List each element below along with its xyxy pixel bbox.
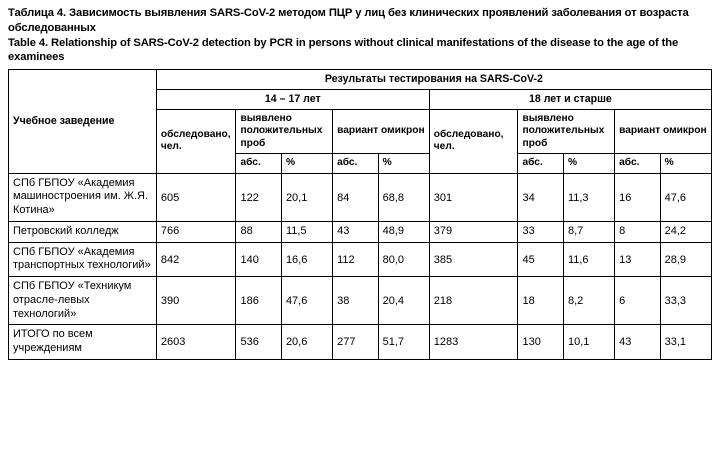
- row-positive-abs-old: 130: [518, 325, 563, 360]
- header-abs-4: абс.: [615, 154, 660, 173]
- row-positive-abs-young: 140: [236, 242, 281, 277]
- row-omicron-pct-young: 68,8: [378, 173, 429, 221]
- row-omicron-pct-young: 80,0: [378, 242, 429, 277]
- header-omicron-old: вариант омикрон: [615, 109, 712, 153]
- row-omicron-pct-old: 28,9: [660, 242, 711, 277]
- row-institution: ИТОГО по всем учреждениям: [9, 325, 157, 360]
- row-positive-pct-old: 8,7: [563, 221, 614, 242]
- header-pct-1: %: [281, 154, 332, 173]
- row-omicron-abs-young: 38: [333, 277, 378, 325]
- row-positive-abs-old: 45: [518, 242, 563, 277]
- row-omicron-abs-old: 6: [615, 277, 660, 325]
- header-examined-young: обследовано, чел.: [156, 109, 236, 173]
- header-positive-young: выявлено положительных проб: [236, 109, 333, 153]
- row-omicron-abs-young: 84: [333, 173, 378, 221]
- row-institution: СПб ГБПОУ «Академия машиностроения им. Ж.Я. Котина»: [9, 173, 157, 221]
- row-examined-young: 2603: [156, 325, 236, 360]
- header-examined-old: обследовано, чел.: [429, 109, 518, 173]
- table-caption-ru: Таблица 4. Зависимость выявления SARS-CoV-2 методом ПЦР у лиц без клинических проявлений заболевания от возраста обследованных: [8, 7, 689, 34]
- data-table: [8, 69, 712, 360]
- header-abs-3: абс.: [518, 154, 563, 173]
- row-positive-pct-young: 20,6: [281, 325, 332, 360]
- row-positive-pct-young: 11,5: [281, 221, 332, 242]
- row-positive-pct-young: 20,1: [281, 173, 332, 221]
- row-omicron-abs-old: 43: [615, 325, 660, 360]
- row-omicron-abs-old: 13: [615, 242, 660, 277]
- row-examined-old: 385: [429, 242, 518, 277]
- row-omicron-pct-old: 24,2: [660, 221, 711, 242]
- header-pct-4: %: [660, 154, 711, 173]
- row-positive-pct-old: 11,6: [563, 242, 614, 277]
- row-omicron-abs-young: 43: [333, 221, 378, 242]
- row-positive-pct-young: 47,6: [281, 277, 332, 325]
- row-positive-pct-old: 8,2: [563, 277, 614, 325]
- header-institution: Учебное заведение: [9, 70, 157, 174]
- row-positive-abs-old: 34: [518, 173, 563, 221]
- row-examined-young: 766: [156, 221, 236, 242]
- row-positive-abs-old: 18: [518, 277, 563, 325]
- row-positive-abs-young: 186: [236, 277, 281, 325]
- header-pct-3: %: [563, 154, 614, 173]
- header-age-group-young: 14 – 17 лет: [156, 90, 429, 110]
- row-positive-abs-young: 536: [236, 325, 281, 360]
- row-examined-old: 379: [429, 221, 518, 242]
- row-omicron-abs-young: 277: [333, 325, 378, 360]
- row-omicron-abs-old: 8: [615, 221, 660, 242]
- row-omicron-pct-young: 48,9: [378, 221, 429, 242]
- row-omicron-pct-young: 51,7: [378, 325, 429, 360]
- table-caption-en: Table 4. Relationship of SARS-CoV-2 detection by PCR in persons without clinical manifestations of the disease to the age of the examinees: [8, 36, 679, 64]
- row-examined-old: 301: [429, 173, 518, 221]
- row-examined-young: 390: [156, 277, 236, 325]
- table-row-total: [9, 325, 712, 360]
- row-omicron-pct-old: 33,1: [660, 325, 711, 360]
- table-row: [9, 173, 712, 221]
- row-positive-pct-old: 10,1: [563, 325, 614, 360]
- row-examined-old: 218: [429, 277, 518, 325]
- row-institution: СПб ГБПОУ «Техникум отрасле-левых технологий»: [9, 277, 157, 325]
- row-omicron-abs-young: 112: [333, 242, 378, 277]
- table-row: [9, 242, 712, 277]
- row-examined-young: 605: [156, 173, 236, 221]
- header-abs-1: абс.: [236, 154, 281, 173]
- row-omicron-pct-old: 33,3: [660, 277, 711, 325]
- row-positive-abs-young: 122: [236, 173, 281, 221]
- row-omicron-pct-old: 47,6: [660, 173, 711, 221]
- row-omicron-pct-young: 20,4: [378, 277, 429, 325]
- table-header-row-1: [9, 70, 712, 90]
- row-examined-young: 842: [156, 242, 236, 277]
- header-positive-old: выявлено положительных проб: [518, 109, 615, 153]
- row-omicron-abs-old: 16: [615, 173, 660, 221]
- row-positive-pct-old: 11,3: [563, 173, 614, 221]
- row-examined-old: 1283: [429, 325, 518, 360]
- row-institution: Петровский колледж: [9, 221, 157, 242]
- row-positive-pct-young: 16,6: [281, 242, 332, 277]
- row-positive-abs-young: 88: [236, 221, 281, 242]
- row-institution: СПб ГБПОУ «Академия транспортных технологий»: [9, 242, 157, 277]
- table-row: [9, 221, 712, 242]
- header-omicron-young: вариант омикрон: [333, 109, 430, 153]
- table-row: [9, 277, 712, 325]
- header-age-group-old: 18 лет и старше: [429, 90, 711, 110]
- row-positive-abs-old: 33: [518, 221, 563, 242]
- header-pct-2: %: [378, 154, 429, 173]
- header-abs-2: абс.: [333, 154, 378, 173]
- header-results-title: Результаты тестирования на SARS-CoV-2: [156, 70, 711, 90]
